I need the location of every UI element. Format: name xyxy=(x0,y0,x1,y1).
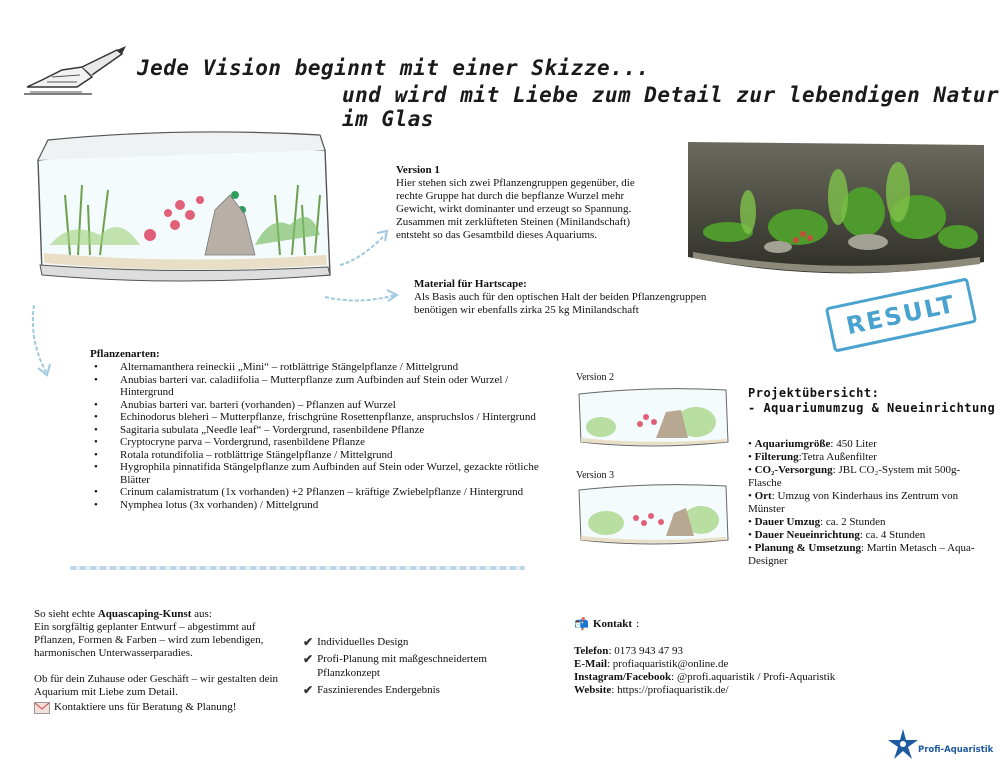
plants-section xyxy=(90,348,540,511)
version-2-label: Version 2 xyxy=(576,372,615,383)
plants-title: Pflanzenarten: xyxy=(90,348,160,360)
plant-item: • Anubias barteri var. caladiifolia – Mutterpflanze zum Aufbinden auf Stein oder Wurzel / Hintergrund xyxy=(108,374,540,399)
logo-text: Profi-Aquaristik xyxy=(918,745,994,755)
overview-item: • Filterung:Tetra Außenfilter xyxy=(748,451,877,463)
checklist-item: ✔ Individuelles Design xyxy=(303,635,409,649)
result-aquarium-photo xyxy=(688,142,984,282)
plant-item: • Hygrophila pinnatifida Stängelpflanze zum Aufbinden auf Stein oder Wurzel, gezackte rötliche Blätter xyxy=(108,461,540,486)
overview-item: • Planung & Umsetzung: Martin Metasch – Aqua-Designer xyxy=(748,542,975,567)
result-stamp xyxy=(825,277,977,352)
material-text: Als Basis auch für den optischen Halt der beiden Pflanzengruppen benötigen wir ebenfalls zirka 25 kg Minilandschaft xyxy=(414,291,707,316)
overview-title-line-1: Projektübersicht: xyxy=(748,386,880,400)
overview-item: • Dauer Umzug: ca. 2 Stunden xyxy=(748,516,886,528)
version-1-title: Version 1 xyxy=(396,164,440,176)
starfish-logo-icon xyxy=(886,727,920,761)
promo-cta: Kontaktiere uns für Beratung & Planung! xyxy=(34,701,284,714)
overview-title xyxy=(748,386,995,416)
checkmark-icon: ✔ xyxy=(303,635,314,649)
checkmark-icon: ✔ xyxy=(303,652,314,666)
result-stamp-label: RESULT xyxy=(843,289,959,341)
envelope-icon xyxy=(34,702,50,714)
arrow-icon xyxy=(24,300,59,380)
checkmark-icon: ✔ xyxy=(303,683,314,697)
version-1-text: Hier stehen sich zwei Pflanzengruppen gegenüber, die rechte Gruppe hat durch die bepflanze Wurzel mehr Gewicht, wirkt dominanter und erzeugt so Spannung. Zusammen mit zerklüfteten Steinen (Minilandschaft) entsteht so das Gesamtbild dieses Aquariums. xyxy=(396,177,635,241)
plant-item: • Crinum calamistratum (1x vorhanden) +2 Pflanzen – kräftige Zwiebelpflanze / Hintergrund xyxy=(108,486,540,499)
contact-email[interactable]: E-Mail: profiaquaristik@online.de xyxy=(574,658,729,670)
plant-item: • Alternamanthera reineckii „Mini“ – rotblättrige Stängelpflanze / Mittelgrund xyxy=(108,361,540,374)
arrow-icon xyxy=(335,225,395,270)
checklist-item: ✔ Faszinierendes Endergebnis xyxy=(303,683,440,697)
material-section xyxy=(414,278,719,317)
overview-item: • Aquariumgröße: 450 Liter xyxy=(748,438,877,450)
plant-item: • Sagitaria subulata „Needle leaf“ – Vordergrund, rasenbildene Pflanze xyxy=(108,424,540,437)
promo-paragraph-2: Ob für dein Zuhause oder Geschäft – wir gestalten dein Aquarium mit Liebe zum Detail. xyxy=(34,673,279,698)
plant-item: • Rotala rotundifolia – rotblättrige Stängelpflanze / Mittelgrund xyxy=(108,449,540,462)
version-3-label: Version 3 xyxy=(576,470,615,481)
plants-list xyxy=(90,361,540,511)
plant-item: • Echinodorus bleheri – Mutterpflanze, frischgrüne Rosettenpflanze, anspruchslos / Hintergrund xyxy=(108,411,540,424)
plant-item: • Cryptocryne parva – Vordergrund, rasenbildene Pflanze xyxy=(108,436,540,449)
plant-item: • Anubias barteri var. barteri (vorhanden) – Pflanzen auf Wurzel xyxy=(108,399,540,412)
aquarium-sketch-image xyxy=(30,125,340,295)
arrow-icon xyxy=(320,285,405,310)
overview-title-line-2: - Aquariumumzug & Neueinrichtung xyxy=(748,401,996,415)
material-title: Material für Hartscape: xyxy=(414,278,527,290)
version-1-section xyxy=(396,164,656,242)
plant-item: • Nymphea lotus (3x vorhanden) / Mittelgrund xyxy=(108,499,540,512)
header-line-2: und wird mit Liebe zum Detail zur lebendigen Natur im Glas xyxy=(342,83,1000,131)
contact-phone: Telefon: 0173 943 47 93 xyxy=(574,645,683,657)
checklist xyxy=(303,635,513,700)
overview-item: • CO₂-Versorgung: JBL CO₂-System mit 500g-Flasche xyxy=(748,464,961,489)
overview-item: • Dauer Neueinrichtung: ca. 4 Stunden xyxy=(748,529,926,541)
checklist-item: ✔ Profi-Planung mit maßgeschneidertem Pflanzkonzept xyxy=(303,652,487,679)
contact-social[interactable]: Instagram/Facebook: @profi.aquaristik / Profi-Aquaristik xyxy=(574,671,836,683)
overview-list xyxy=(748,438,984,568)
contact-website[interactable]: Website: https://profiaquaristik.de/ xyxy=(574,684,729,696)
overview-item: • Ort: Umzug von Kinderhaus ins Zentrum von Münster xyxy=(748,490,959,515)
divider xyxy=(70,566,525,570)
mailbox-icon: 📬 xyxy=(574,617,589,631)
logo xyxy=(886,724,996,764)
version-3-sketch-image xyxy=(576,478,731,550)
promo-intro: So sieht echte Aquascaping-Kunst aus: xyxy=(34,608,212,620)
contact-heading: 📬 Kontakt : xyxy=(574,617,640,631)
promo-paragraph-1: Ein sorgfältig geplanter Entwurf – abgestimmt auf Pflanzen, Formen & Farben – wird zum lebendigen, harmonischen Unterwasserparadies. xyxy=(34,621,264,659)
contact-section xyxy=(574,618,874,697)
hand-sketch-icon xyxy=(22,42,130,102)
version-2-sketch-image xyxy=(576,382,731,452)
promo-section xyxy=(34,608,284,714)
header-line-1: Jede Vision beginnt mit einer Skizze... xyxy=(137,56,650,80)
